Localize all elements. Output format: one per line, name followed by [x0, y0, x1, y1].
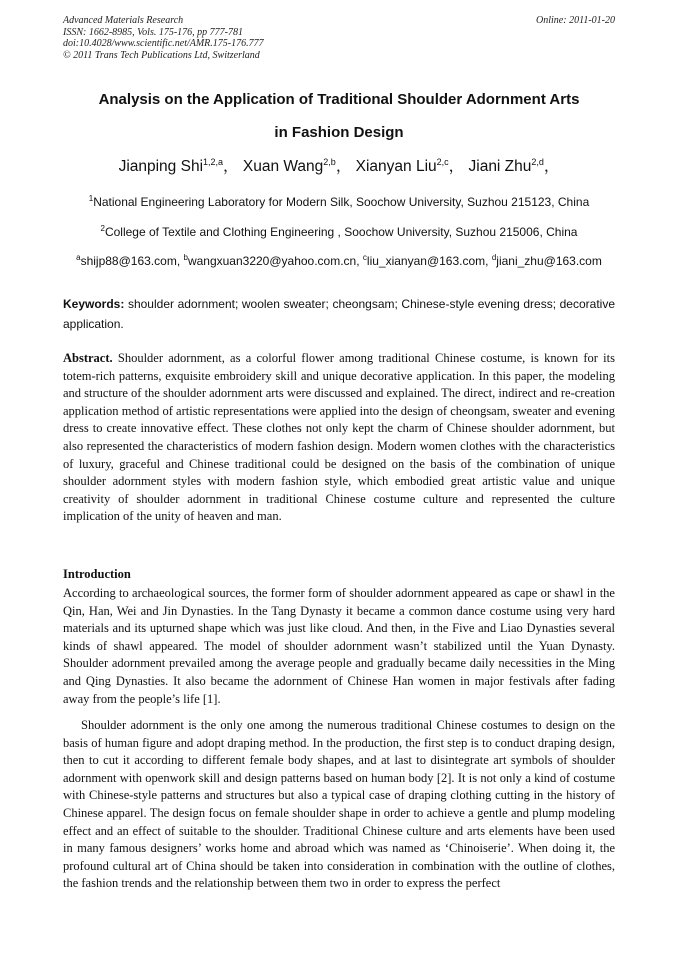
author — [469, 158, 560, 175]
introduction-paragraph-1: According to archaeological sources, the former form of shoulder adornment appeared as cape or shawl in the Qin, Han, Wei and Jin Dynasties. In the Tang Dynasty it became a common dance costume using very hard materials and its upturned shape which was just like cloud. And then, in the Five and Liao Dynasties several kinds of shawl appeared. The model of shoulder adornment wasn’t stabilized until the Yuan Dynasty. Shoulder adornment prevailed among the average people and gradually became daily necessities in the Ming and Qing Dynasties. It also became the adornment of Chinese Han women in major festivals after fading away from the people’s life [1]. — [63, 586, 615, 706]
author-affiliation-mark: 1,2,a — [203, 157, 224, 167]
introduction-paragraph-2: Shoulder adornment is the only one among the numerous traditional Chinese costumes to design on the basis of human figure and adopt draping method. In the production, the first step is to conduct draping design, then to cut it according to different female body shapes, and at last to disintegrate art symbols of shoulder adornment with openwork skill and design patterns based on human body [2]. It is not only a kind of costume with Chinese-style patterns and structures but also a typical case of draping clothing cutting in the history of Chinese apparel. The design focus on female shoulder shape in order to achieve a gentle and plump modeling effect and an effect of suitable to the shoulder. Traditional Chinese culture and arts elements have been used in many famous designers’ works home and abroad which was named as ‘Chinoiserie’. When doing it, the profound cultural art of China should be taken into consideration in combination with the outline of clothes, the fashion trends and the relationship between them two in order to express the perfect — [63, 718, 615, 891]
abstract-label: Abstract. — [63, 351, 113, 365]
author — [243, 158, 351, 175]
author-name: Xuan Wang — [242, 158, 324, 175]
keywords-text: shoulder adornment; woolen sweater; cheongsam; Chinese-style evening dress; decorative application. — [63, 297, 615, 331]
email-mark: d — [491, 253, 497, 262]
author-list — [30, 154, 648, 176]
affiliation-2 — [30, 225, 648, 239]
author-name: Jiani Zhu — [468, 158, 532, 175]
email-mark: c — [362, 253, 367, 262]
abstract-section — [63, 350, 615, 526]
affiliation-mark: 1 — [88, 194, 94, 203]
author-separator: ， — [223, 158, 239, 175]
keywords-label: Keywords: — [63, 297, 125, 311]
email-address[interactable]: shijp88@163.com, — [80, 254, 184, 268]
author — [119, 158, 239, 175]
paper-title-line-2: in Fashion Design — [274, 124, 404, 141]
email-mark: a — [76, 253, 81, 262]
author-name: Xianyan Liu — [355, 158, 437, 175]
author-affiliation-mark: 2,c — [436, 157, 449, 167]
paper-title-line-1: Analysis on the Application of Traditional Shoulder Adornment Arts — [98, 91, 580, 108]
journal-header — [63, 15, 615, 61]
abstract-text: Shoulder adornment, as a colorful flower among traditional Chinese costume, is known for its totem-rich patterns, exquisite embroidery skill and unique decorative application. In this paper, the modeling and structure of the shoulder adornment arts were discussed and explained. The direct, indirect and re-creation application method of artistic representations were applied into the design of cheongsam, sweater and evening dress to create innovative effect. These clothes not only kept the charm of Chinese shoulder adornment, but also represented the characteristics of modern fashion design. Modern women clothes with the characteristics of luxury, graceful and Chinese traditional could be designed on the basis of the combination of unique shoulder adornment styles with modern fashion style, which embodied great artistic value and unique creativity of shoulder adornment in traditional Chinese costume culture and represented the culture implication of the unity of heaven and man. — [63, 351, 615, 524]
author-separator: ， — [543, 158, 560, 175]
author-separator: ， — [335, 158, 352, 175]
author-affiliation-mark: 2,b — [323, 157, 336, 167]
email-mark: b — [183, 253, 188, 262]
affiliation-text: College of Textile and Clothing Engineering , Soochow University, Suzhou 215006, China — [104, 225, 578, 239]
affiliation-mark: 2 — [100, 224, 105, 233]
author-affiliation-mark: 2,d — [531, 157, 544, 167]
keywords-section — [63, 294, 615, 334]
author — [356, 158, 465, 175]
doi-link[interactable]: doi:10.4028/www.scientific.net/AMR.175-176.777 — [63, 38, 264, 49]
email-address[interactable]: wangxuan3220@yahoo.com.cn, — [187, 254, 363, 268]
email-list — [30, 254, 648, 268]
journal-name: Advanced Materials Research — [63, 15, 184, 26]
copyright-line: © 2011 Trans Tech Publications Ltd, Switzerland — [63, 49, 260, 61]
email-address[interactable]: jiani_zhu@163.com — [496, 254, 602, 268]
affiliation-1 — [30, 195, 648, 209]
affiliation-text: National Engineering Laboratory for Modern Silk, Soochow University, Suzhou 215123, China — [93, 195, 590, 209]
issn-line: ISSN: 1662-8985, Vols. 175-176, pp 777-781 — [63, 26, 243, 38]
online-date: Online: 2011-01-20 — [536, 15, 615, 26]
author-separator: ， — [448, 158, 465, 175]
email-address[interactable]: liu_xianyan@163.com, — [366, 254, 492, 268]
section-heading-introduction: Introduction — [63, 567, 131, 581]
author-name: Jianping Shi — [118, 158, 204, 175]
